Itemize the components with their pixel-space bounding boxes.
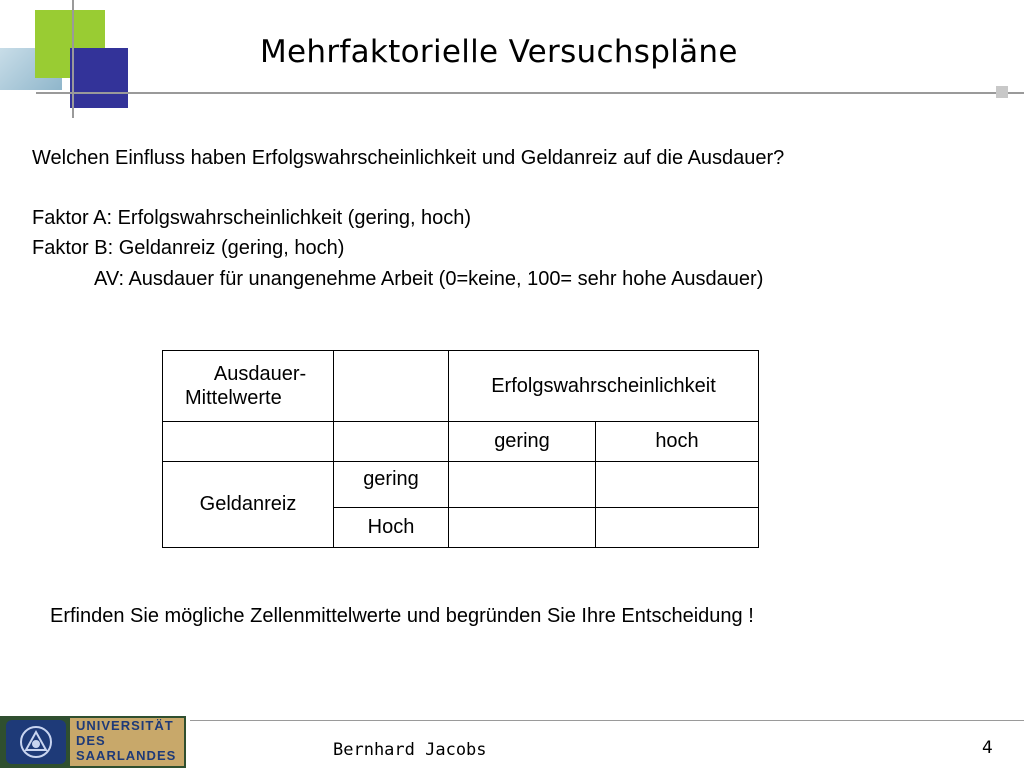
table-empty-cell [334, 422, 449, 462]
table-empty-cell [334, 351, 449, 422]
table-empty-cell [163, 422, 334, 462]
logo-line-3: SAARLANDES [76, 748, 177, 763]
logo-wordmark [70, 718, 184, 766]
column-level-gering: gering [449, 422, 596, 462]
page-number: 4 [982, 738, 993, 758]
university-seal-icon [6, 720, 66, 764]
column-level-hoch: hoch [596, 422, 759, 462]
corner-label-line1: Ausdauer- [213, 363, 307, 385]
decor-dot [996, 86, 1008, 98]
row-level-gering: gering [334, 462, 449, 508]
column-factor-header: Erfolgswahrscheinlichkeit [449, 351, 759, 422]
task-prompt: Erfinden Sie mögliche Zellenmittelwerte und begründen Sie Ihre Entscheidung ! [50, 605, 754, 627]
table-corner-cell [163, 351, 334, 422]
dependent-variable-text: AV: Ausdauer für unangenehme Arbeit (0=keine, 100= sehr hohe Ausdauer) [94, 268, 764, 290]
means-table [162, 350, 759, 548]
logo-line-1: UNIVERSITÄT [76, 718, 174, 733]
table-row [163, 462, 759, 508]
cell-mean-input [449, 462, 596, 508]
decor-vertical-rule [72, 0, 74, 118]
factor-b-text: Faktor B: Geldanreiz (gering, hoch) [32, 237, 345, 259]
decor-square-blue [70, 48, 128, 108]
row-level-hoch: Hoch [334, 508, 449, 548]
table-row [163, 351, 759, 422]
footer-author: Bernhard Jacobs [333, 740, 487, 760]
footer-rule [190, 720, 1024, 721]
university-logo [0, 716, 186, 768]
cell-mean-input [449, 508, 596, 548]
research-question: Welchen Einfluss haben Erfolgswahrscheinlichkeit und Geldanreiz auf die Ausdauer? [32, 147, 785, 169]
cell-mean-input [596, 462, 759, 508]
slide-title: Mehrfaktorielle Versuchspläne [260, 34, 738, 70]
logo-line-2: DES [76, 733, 106, 748]
cell-mean-input [596, 508, 759, 548]
title-underline [36, 92, 1024, 94]
table-row [163, 422, 759, 462]
row-factor-header: Geldanreiz [163, 462, 334, 548]
corner-label-line2: Mittelwerte [185, 387, 282, 409]
factor-a-text: Faktor A: Erfolgswahrscheinlichkeit (gering, hoch) [32, 207, 472, 229]
